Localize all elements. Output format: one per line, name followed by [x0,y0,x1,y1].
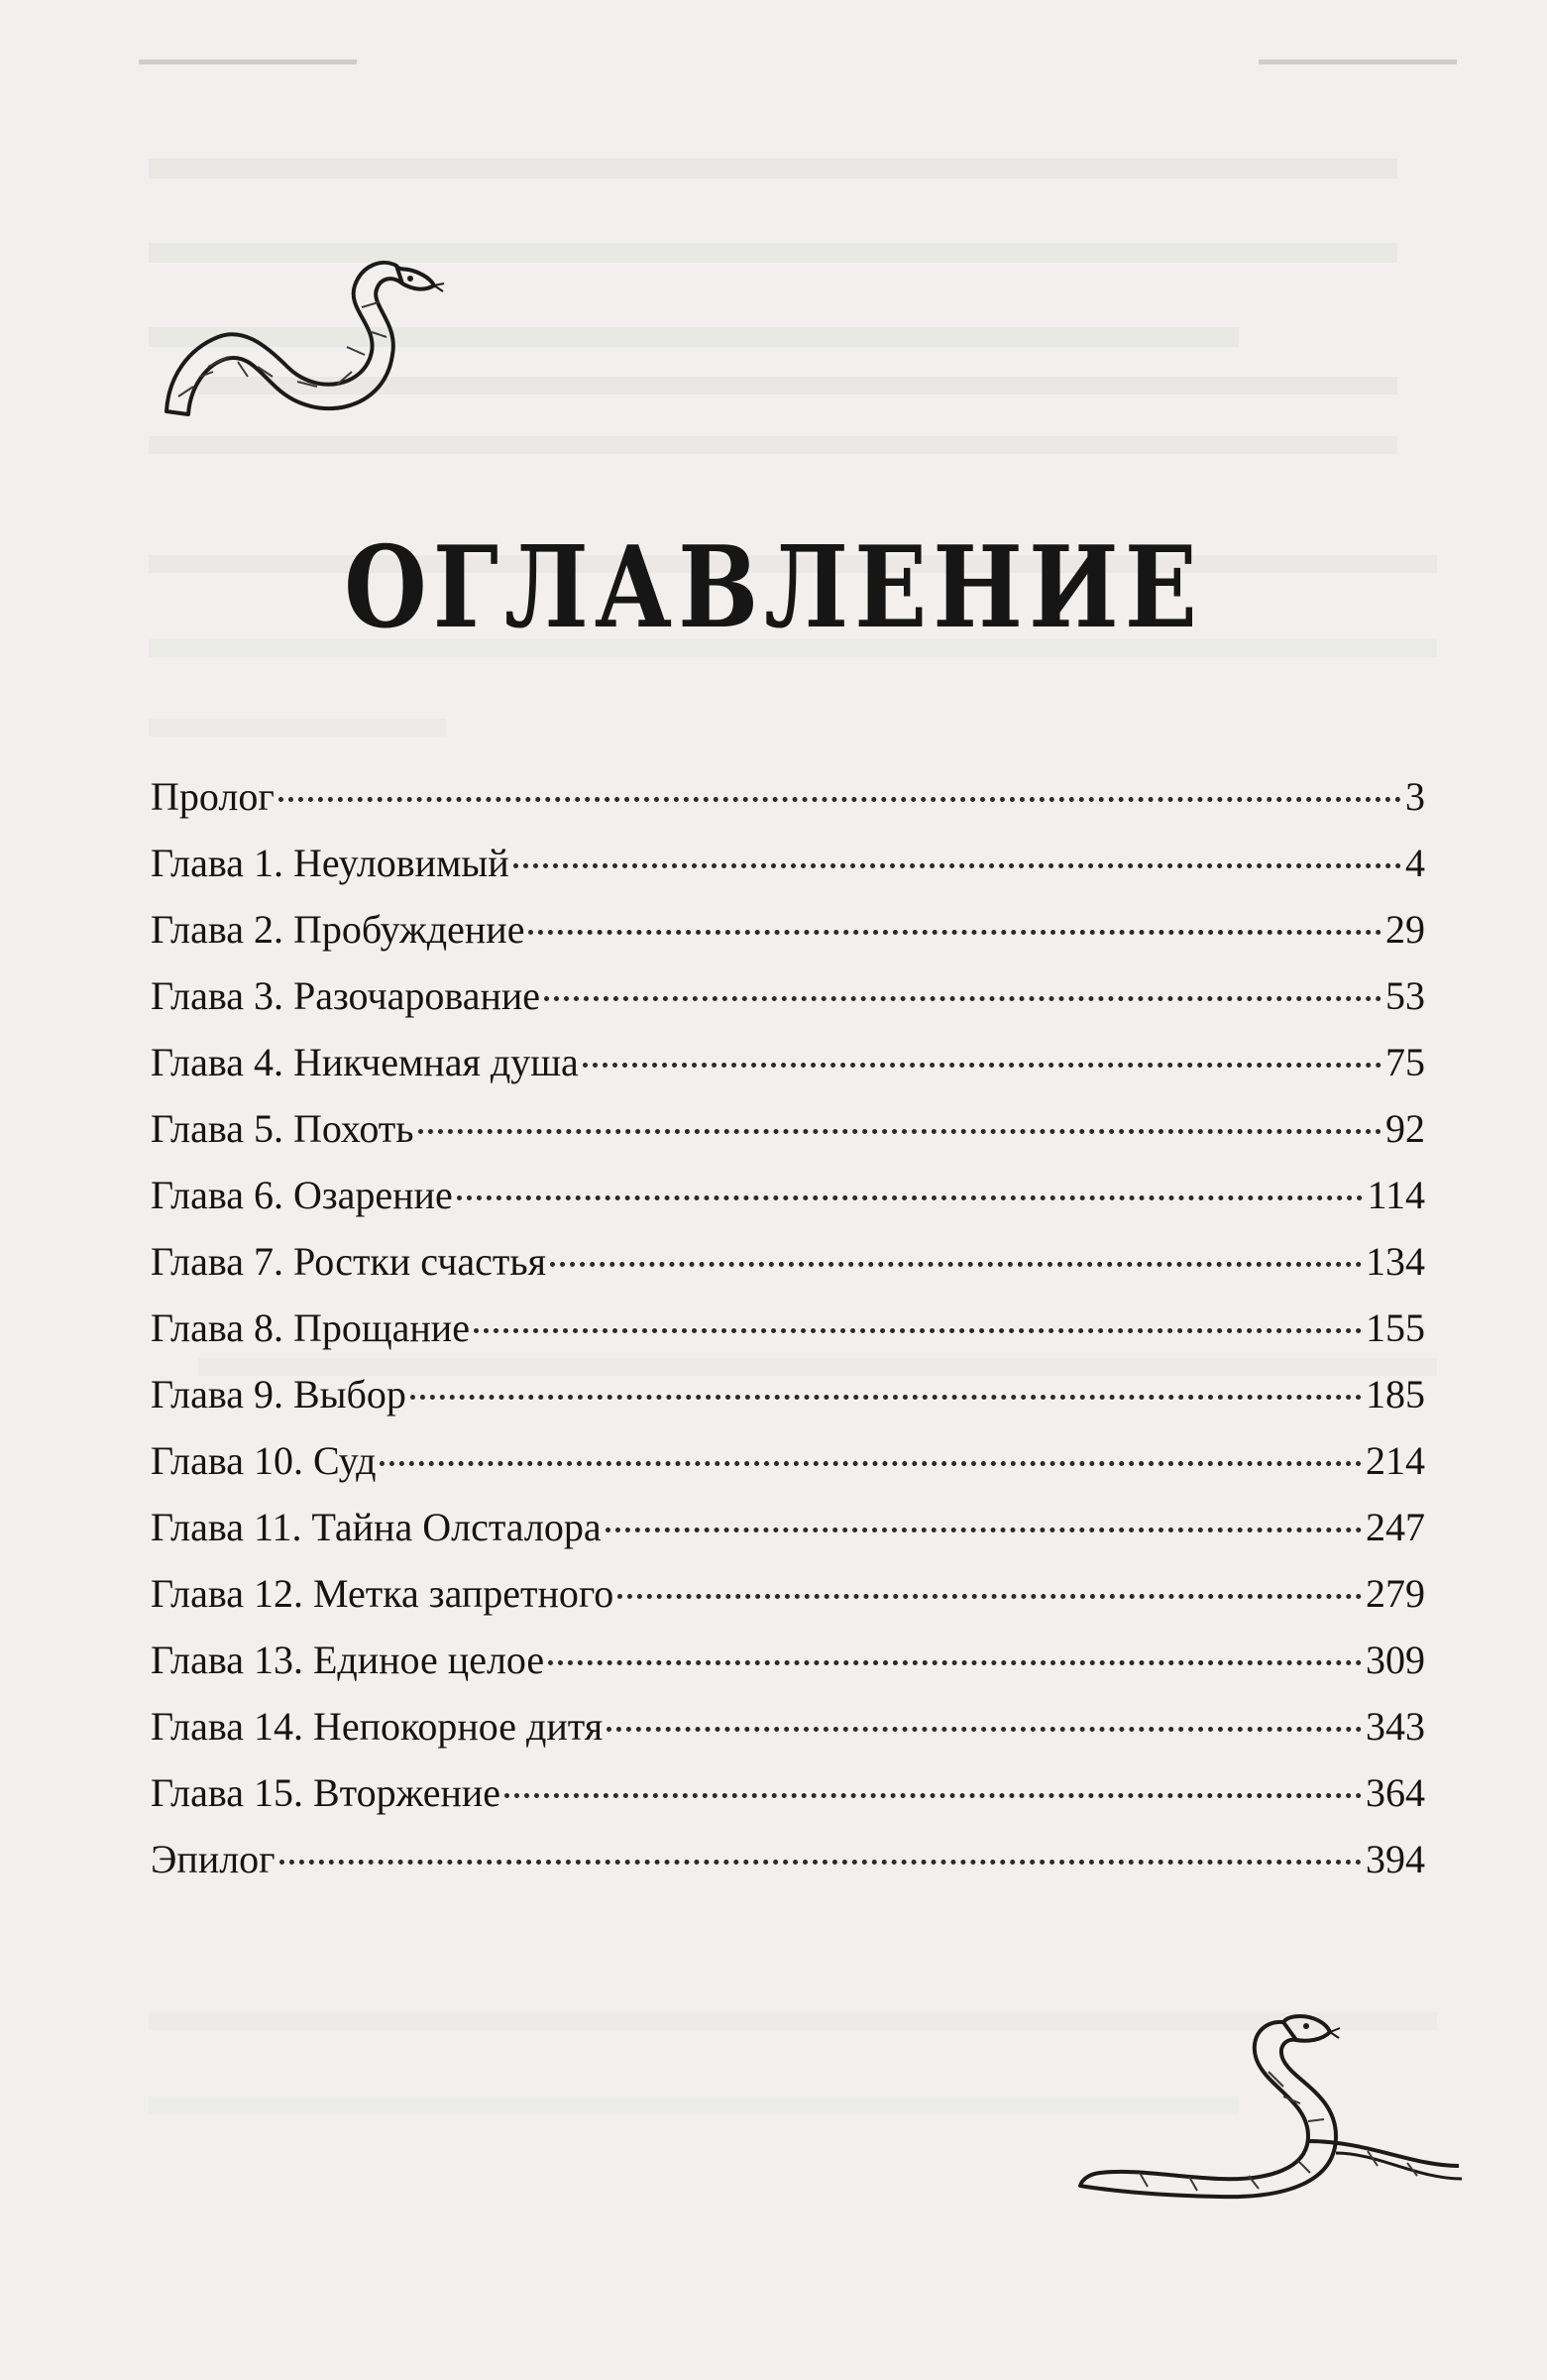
toc-entry[interactable] [151,1560,1425,1627]
dot-leader [548,1621,1362,1665]
serpent-icon [149,248,446,446]
toc-entry[interactable] [151,1627,1425,1693]
dot-leader [457,1156,1364,1200]
toc-entry-label: Глава 6. Озарение [151,1173,453,1217]
toc-entry[interactable] [151,1759,1425,1826]
toc-entry-page: 247 [1366,1505,1425,1549]
toc-entry-label: Пролог [151,774,275,819]
toc-entry-page: 214 [1366,1438,1425,1483]
toc-entry[interactable] [151,1361,1425,1427]
toc-entry-label: Глава 12. Метка запретного [151,1571,614,1616]
table-of-contents [151,763,1425,1892]
toc-entry-label: Глава 13. Единое целое [151,1638,545,1682]
toc-entry[interactable] [151,1095,1425,1162]
toc-entry[interactable] [151,830,1425,896]
toc-entry-label: Глава 1. Неуловимый [151,841,509,885]
dot-leader [418,1089,1381,1134]
toc-entry-page: 75 [1385,1040,1425,1084]
toc-entry-label: Глава 4. Никчемная душа [151,1040,579,1084]
dot-leader [513,824,1401,868]
toc-entry[interactable] [151,1693,1425,1759]
toc-entry-page: 279 [1366,1571,1425,1616]
dot-leader [380,1421,1362,1466]
toc-entry-page: 3 [1405,774,1425,819]
dot-leader [278,757,1401,802]
toc-entry-label: Глава 5. Похоть [151,1106,414,1151]
dot-leader [583,1023,1381,1068]
toc-entry-label: Глава 3. Разочарование [151,973,541,1018]
serpent-icon [1070,1992,1467,2210]
toc-entry[interactable] [151,1162,1425,1228]
dot-leader [617,1554,1362,1599]
toc-entry[interactable] [151,963,1425,1029]
toc-entry[interactable] [151,1427,1425,1494]
toc-entry-page: 309 [1366,1638,1425,1682]
toc-entry[interactable] [151,1228,1425,1295]
toc-entry[interactable] [151,763,1425,830]
toc-entry-page: 92 [1385,1106,1425,1151]
dot-leader [544,957,1381,1001]
page-title: ОГЛАВЛЕНИЕ [344,521,1203,654]
dot-leader [279,1820,1362,1865]
dot-leader [504,1754,1362,1798]
toc-entry-page: 343 [1366,1704,1425,1749]
toc-entry-label: Глава 11. Тайна Олсталора [151,1505,602,1549]
toc-entry-label: Эпилог [151,1837,276,1881]
toc-entry[interactable] [151,1494,1425,1560]
toc-entry-page: 134 [1366,1239,1425,1284]
toc-entry-label: Глава 7. Ростки счастья [151,1239,546,1284]
dot-leader [410,1355,1362,1400]
dot-leader [550,1222,1362,1267]
toc-entry-label: Глава 15. Вторжение [151,1770,501,1815]
toc-entry-page: 394 [1366,1837,1425,1881]
toc-entry-label: Глава 14. Непокорное дитя [151,1704,604,1749]
toc-entry-label: Глава 9. Выбор [151,1372,406,1417]
toc-entry[interactable] [151,1826,1425,1892]
toc-entry-page: 185 [1366,1372,1425,1417]
toc-entry-page: 53 [1385,973,1425,1018]
toc-entry[interactable] [151,896,1425,963]
dot-leader [528,890,1381,935]
toc-entry-page: 364 [1366,1770,1425,1815]
toc-entry-label: Глава 10. Суд [151,1438,377,1483]
dot-leader [606,1488,1362,1532]
dot-leader [607,1687,1362,1732]
dot-leader [474,1289,1362,1333]
toc-entry-label: Глава 2. Пробуждение [151,907,525,952]
toc-entry[interactable] [151,1029,1425,1095]
toc-entry-page: 155 [1366,1305,1425,1350]
toc-entry[interactable] [151,1295,1425,1361]
toc-entry-label: Глава 8. Прощание [151,1305,470,1350]
toc-entry-page: 4 [1405,841,1425,885]
toc-entry-page: 114 [1367,1173,1425,1217]
toc-entry-page: 29 [1385,907,1425,952]
